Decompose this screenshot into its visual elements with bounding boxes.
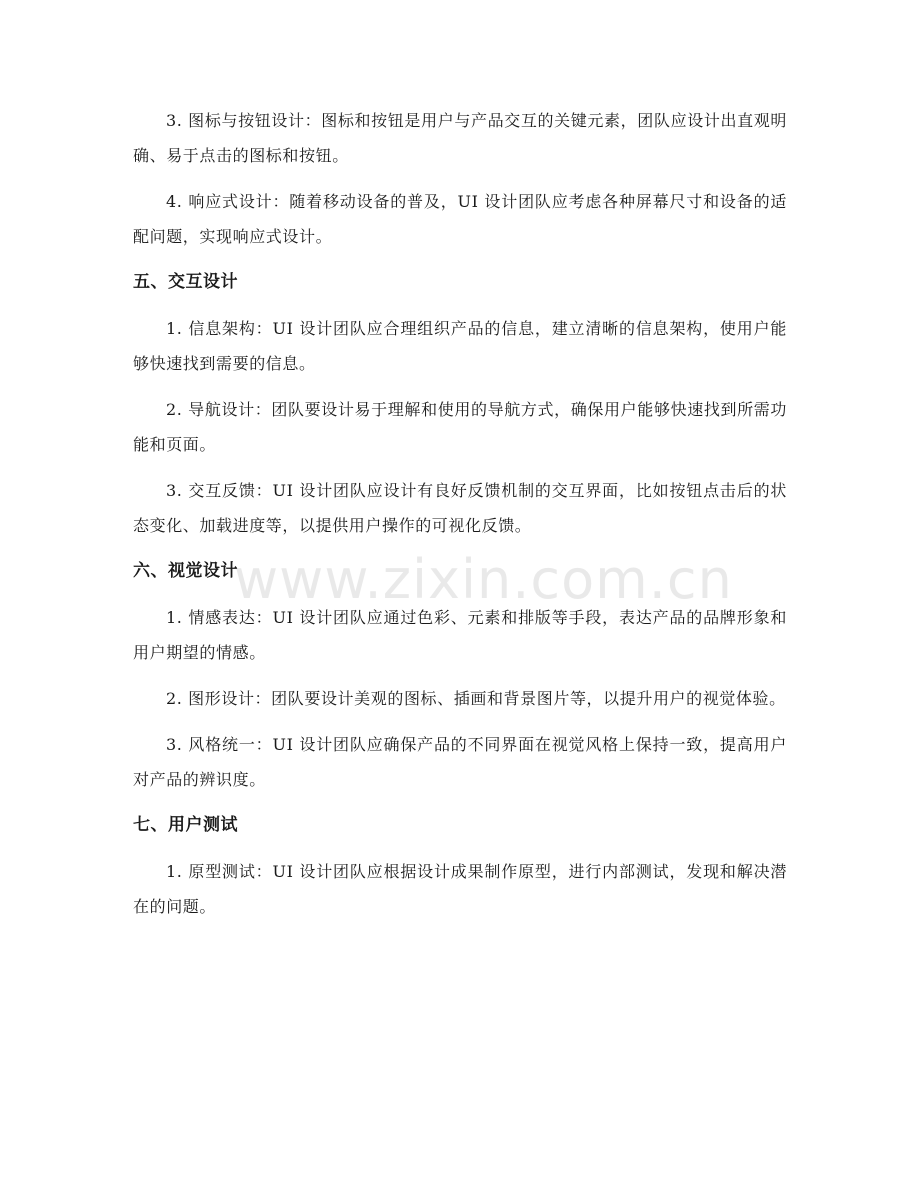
item-prototype-testing: 1. 原型测试：UI 设计团队应根据设计成果制作原型，进行内部测试，发现和解决潜在的问题。 bbox=[133, 862, 787, 916]
item-responsive-design: 4. 响应式设计：随着移动设备的普及，UI 设计团队应考虑各种屏幕尺寸和设备的适配问题，实现响应式设计。 bbox=[133, 192, 787, 246]
item-interaction-feedback: 3. 交互反馈：UI 设计团队应设计有良好反馈机制的交互界面，比如按钮点击后的状态变化、加载进度等，以提供用户操作的可视化反馈。 bbox=[133, 481, 787, 535]
heading-visual-design: 六、视觉设计 bbox=[133, 561, 238, 581]
item-icon-button-design: 3. 图标与按钮设计：图标和按钮是用户与产品交互的关键元素，团队应设计出直观明确、易于点击的图标和按钮。 bbox=[133, 111, 787, 165]
document-body bbox=[133, 103, 787, 935]
heading-user-testing: 七、用户测试 bbox=[133, 815, 238, 835]
item-style-consistency: 3. 风格统一：UI 设计团队应确保产品的不同界面在视觉风格上保持一致，提高用户对产品的辨识度。 bbox=[133, 735, 787, 789]
item-information-architecture: 1. 信息架构：UI 设计团队应合理组织产品的信息，建立清晰的信息架构，使用户能够快速找到需要的信息。 bbox=[133, 319, 787, 373]
watermark: www.zixin.com.cn bbox=[234, 548, 733, 611]
item-navigation-design: 2. 导航设计：团队要设计易于理解和使用的导航方式，确保用户能够快速找到所需功能和页面。 bbox=[133, 400, 787, 454]
item-graphic-design: 2. 图形设计：团队要设计美观的图标、插画和背景图片等，以提升用户的视觉体验。 bbox=[166, 689, 786, 708]
heading-interaction-design: 五、交互设计 bbox=[133, 272, 238, 292]
item-emotional-expression: 1. 情感表达：UI 设计团队应通过色彩、元素和排版等手段，表达产品的品牌形象和用户期望的情感。 bbox=[133, 608, 787, 662]
